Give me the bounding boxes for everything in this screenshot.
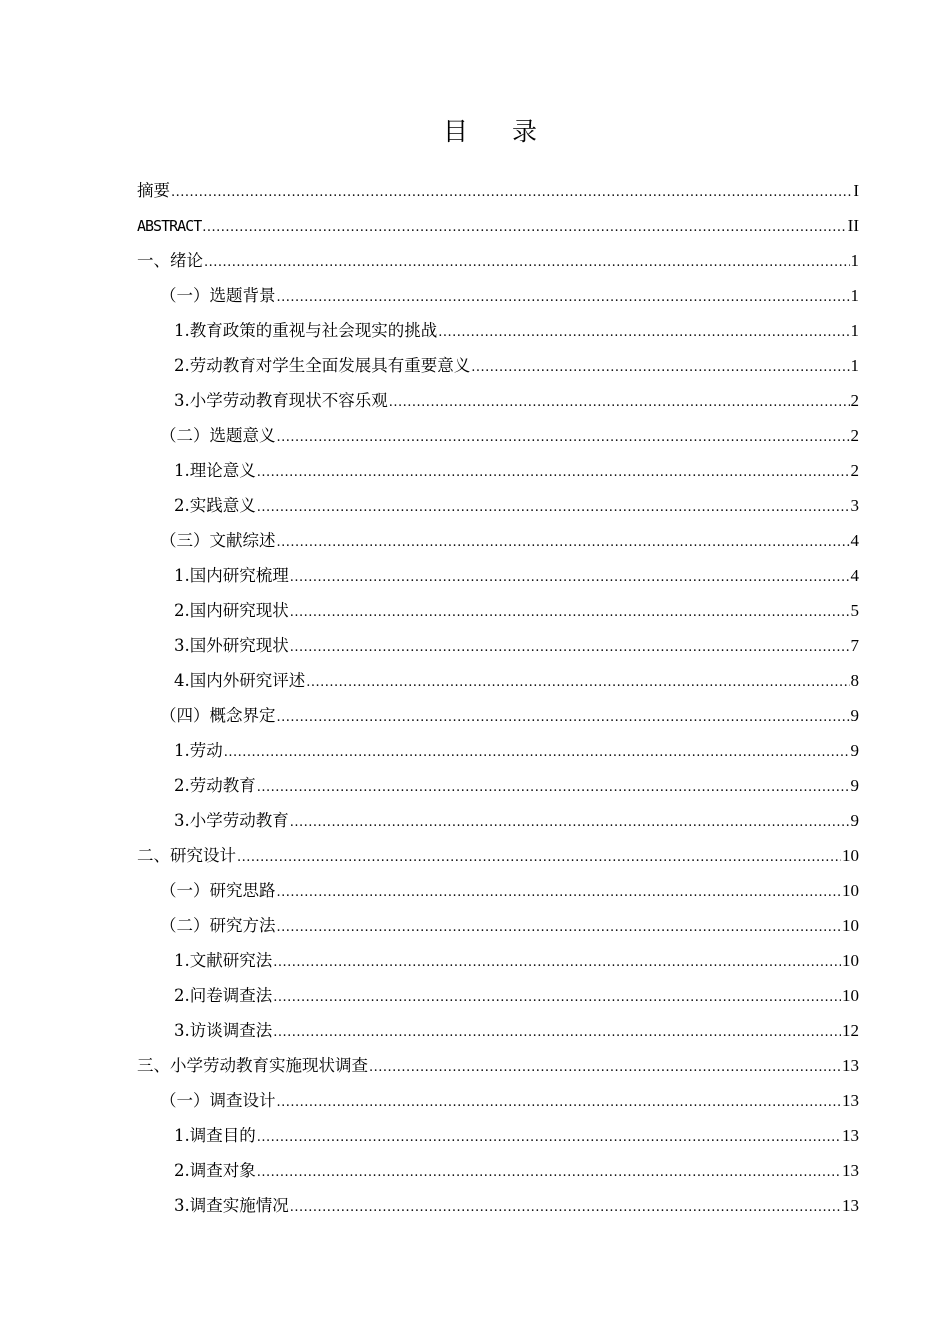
toc-entry-label: 一、绪论 <box>137 251 203 270</box>
toc-entry-label: 三、小学劳动教育实施现状调查 <box>137 1056 368 1075</box>
toc-page-number: 13 <box>842 1126 859 1145</box>
toc-entry[interactable] <box>137 418 859 453</box>
toc-entry[interactable] <box>137 628 859 663</box>
toc-page-number: 3 <box>850 496 859 515</box>
toc-entry[interactable] <box>137 838 859 873</box>
toc-page-number: 10 <box>842 881 859 900</box>
toc-entry-label: ABSTRACT <box>137 217 202 235</box>
toc-entry[interactable] <box>137 383 859 418</box>
toc-page-number: 2 <box>850 391 859 410</box>
toc-entry[interactable] <box>137 663 859 698</box>
toc-dot-leader <box>277 700 850 735</box>
toc-entry[interactable] <box>137 488 859 523</box>
toc-dot-leader <box>290 1190 841 1225</box>
toc-dot-leader <box>171 175 852 210</box>
toc-entry-label: 3.小学劳动教育现状不容乐观 <box>174 391 388 410</box>
toc-entry-label: 2.问卷调查法 <box>174 986 273 1005</box>
toc-page-number: 2 <box>850 461 859 480</box>
toc-dot-leader <box>277 280 850 315</box>
toc-entry[interactable] <box>137 313 859 348</box>
toc-page-number: 5 <box>850 601 859 620</box>
toc-dot-leader <box>290 805 850 840</box>
toc-page-number: 9 <box>850 706 859 725</box>
toc-page-number: 1 <box>850 356 859 375</box>
toc-dot-leader <box>202 210 846 245</box>
toc-page-number: 10 <box>842 951 859 970</box>
toc-dot-leader <box>257 770 850 805</box>
toc-entry-label: 1.调查目的 <box>174 1126 256 1145</box>
toc-entry-label: （一）研究思路 <box>160 881 276 900</box>
toc-dot-leader <box>290 560 850 595</box>
toc-entry-label: 摘要 <box>137 181 170 200</box>
toc-dot-leader <box>306 665 849 700</box>
toc-entry-label: （二）选题意义 <box>160 426 276 445</box>
toc-entry-label: 二、研究设计 <box>137 846 236 865</box>
toc-dot-leader <box>273 945 841 980</box>
toc-entry-label: 1.国内研究梳理 <box>174 566 289 585</box>
toc-entry[interactable] <box>137 348 859 383</box>
toc-page-number: 4 <box>850 566 859 585</box>
toc-page-number: 10 <box>842 916 859 935</box>
toc-entry-label: 2.劳动教育对学生全面发展具有重要意义 <box>174 356 471 375</box>
toc-entry-label: 3.小学劳动教育 <box>174 811 289 830</box>
toc-page-number: 13 <box>842 1161 859 1180</box>
toc-page-number: I <box>853 181 859 200</box>
toc-dot-leader <box>224 735 850 770</box>
toc-entry[interactable] <box>137 243 859 278</box>
toc-entry[interactable] <box>137 1048 859 1083</box>
toc-dot-leader <box>277 875 842 910</box>
toc-page-number: 13 <box>842 1091 859 1110</box>
toc-entry-label: 1.教育政策的重视与社会现实的挑战 <box>174 321 438 340</box>
toc-dot-leader <box>438 315 849 350</box>
toc-dot-leader <box>389 385 850 420</box>
toc-page-number: 2 <box>850 426 859 445</box>
toc-dot-leader <box>257 1120 841 1155</box>
toc-entry[interactable] <box>137 208 859 243</box>
toc-entry-label: 2.国内研究现状 <box>174 601 289 620</box>
toc-dot-leader <box>257 455 850 490</box>
toc-page-number: 12 <box>842 1021 859 1040</box>
toc-entry-label: 3.国外研究现状 <box>174 636 289 655</box>
toc-dot-leader <box>290 595 850 630</box>
toc-dot-leader <box>257 1155 841 1190</box>
toc-page-number: 13 <box>842 1056 859 1075</box>
toc-dot-leader <box>257 490 850 525</box>
toc-entry[interactable] <box>137 1153 859 1188</box>
toc-entry-label: 4.国内外研究评述 <box>174 671 306 690</box>
toc-page-number: 9 <box>850 811 859 830</box>
toc-entry[interactable] <box>137 453 859 488</box>
toc-page-number: 9 <box>850 776 859 795</box>
toc-entry[interactable] <box>137 558 859 593</box>
toc-entry[interactable] <box>137 698 859 733</box>
toc-entry[interactable] <box>137 978 859 1013</box>
toc-entry[interactable] <box>137 1188 859 1223</box>
toc-page-number: 7 <box>850 636 859 655</box>
toc-entry[interactable] <box>137 1083 859 1118</box>
toc-page-number: 1 <box>850 321 859 340</box>
toc-page-number: II <box>847 216 859 235</box>
toc-list <box>137 173 859 1223</box>
toc-dot-leader <box>237 840 841 875</box>
toc-entry-label: 2.实践意义 <box>174 496 256 515</box>
toc-dot-leader <box>277 420 850 455</box>
toc-entry-label: 3.调查实施情况 <box>174 1196 289 1215</box>
toc-page-number: 10 <box>842 846 859 865</box>
toc-dot-leader <box>471 350 849 385</box>
toc-entry-label: （一）调查设计 <box>160 1091 276 1110</box>
toc-entry[interactable] <box>137 593 859 628</box>
toc-entry-label: （二）研究方法 <box>160 916 276 935</box>
toc-entry[interactable] <box>137 943 859 978</box>
toc-entry-label: 1.劳动 <box>174 741 223 760</box>
toc-entry[interactable] <box>137 173 859 208</box>
toc-dot-leader <box>277 910 842 945</box>
toc-entry-label: （四）概念界定 <box>160 706 276 725</box>
toc-entry-label: （三）文献综述 <box>160 531 276 550</box>
toc-entry-label: 3.访谈调查法 <box>174 1021 273 1040</box>
toc-dot-leader <box>277 1085 842 1120</box>
toc-entry[interactable] <box>137 523 859 558</box>
toc-entry-label: 1.文献研究法 <box>174 951 273 970</box>
toc-entry[interactable] <box>137 1013 859 1048</box>
toc-dot-leader <box>290 630 850 665</box>
toc-page-number: 1 <box>850 286 859 305</box>
toc-entry[interactable] <box>137 733 859 768</box>
toc-page-number: 13 <box>842 1196 859 1215</box>
toc-entry-label: 2.劳动教育 <box>174 776 256 795</box>
toc-dot-leader <box>277 525 850 560</box>
toc-entry[interactable] <box>137 768 859 803</box>
toc-entry[interactable] <box>137 873 859 908</box>
toc-entry[interactable] <box>137 803 859 838</box>
toc-dot-leader <box>273 980 841 1015</box>
toc-entry[interactable] <box>137 278 859 313</box>
toc-entry[interactable] <box>137 908 859 943</box>
toc-page-number: 10 <box>842 986 859 1005</box>
toc-entry-label: （一）选题背景 <box>160 286 276 305</box>
toc-page-number: 4 <box>850 531 859 550</box>
toc-entry-label: 1.理论意义 <box>174 461 256 480</box>
toc-dot-leader <box>273 1015 841 1050</box>
toc-entry-label: 2.调查对象 <box>174 1161 256 1180</box>
toc-dot-leader <box>369 1050 841 1085</box>
toc-page-number: 8 <box>850 671 859 690</box>
toc-entry[interactable] <box>137 1118 859 1153</box>
toc-page-number: 9 <box>850 741 859 760</box>
toc-title: 目 录 <box>443 117 555 146</box>
toc-dot-leader <box>204 245 850 280</box>
toc-page-number: 1 <box>850 251 859 270</box>
